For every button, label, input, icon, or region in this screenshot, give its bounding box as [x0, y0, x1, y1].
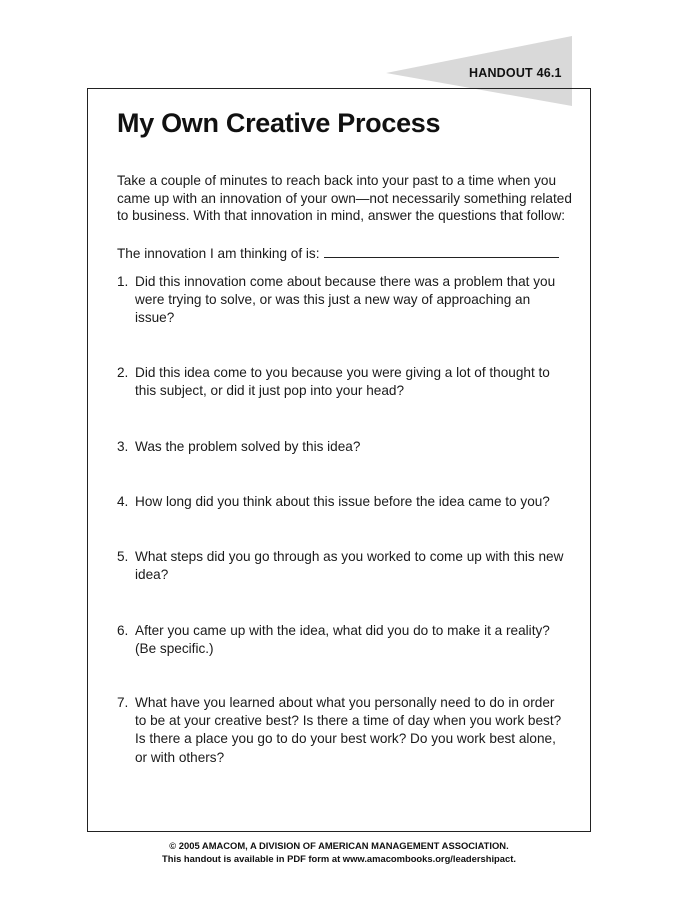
- question-6: [117, 622, 567, 658]
- question-number: 6.: [117, 623, 129, 638]
- question-number: 1.: [117, 274, 129, 289]
- question-number: 2.: [117, 365, 129, 380]
- question-text: What have you learned about what you personally need to do in order to be at your creative best? Is there a time of day when you work best? Is there a place you go to do your best work? Do you work best alone, or with others?: [135, 695, 562, 765]
- question-text: Was the problem solved by this idea?: [135, 439, 361, 454]
- intro-paragraph: Take a couple of minutes to reach back into your past to a time when you came up with an innovation of your own—not necessarily something related to business. With that innovation in mind, answer the questions that follow:: [117, 173, 572, 223]
- innovation-answer-line: [324, 257, 559, 258]
- question-text: What steps did you go through as you worked to come up with this new idea?: [135, 549, 564, 583]
- question-3: [117, 438, 567, 456]
- question-text: How long did you think about this issue before the idea came to you?: [135, 494, 550, 509]
- question-1: [117, 273, 567, 328]
- page-title: My Own Creative Process: [117, 108, 441, 138]
- handout-number-label: HANDOUT 46.1: [469, 66, 562, 80]
- question-text: Did this innovation come about because there was a problem that you were trying to solve, or was this just a new way of approaching an issue?: [135, 274, 556, 326]
- question-7: [117, 694, 567, 767]
- question-text: After you came up with the idea, what did you do to make it a reality? (Be specific.): [135, 623, 550, 657]
- footer-copyright: © 2005 AMACOM, A DIVISION OF AMERICAN MANAGEMENT ASSOCIATION.: [169, 840, 509, 851]
- question-number: 5.: [117, 549, 129, 564]
- footer-availability: This handout is available in PDF form at www.amacombooks.org/leadershipact.: [162, 853, 516, 864]
- question-number: 3.: [117, 439, 129, 454]
- question-number: 7.: [117, 695, 129, 710]
- question-4: [117, 493, 567, 511]
- innovation-prompt: The innovation I am thinking of is:: [117, 246, 320, 261]
- question-2: [117, 364, 567, 400]
- question-text: Did this idea come to you because you were giving a lot of thought to this subject, or did it just pop into your head?: [135, 365, 550, 399]
- question-5: [117, 548, 567, 584]
- question-number: 4.: [117, 494, 129, 509]
